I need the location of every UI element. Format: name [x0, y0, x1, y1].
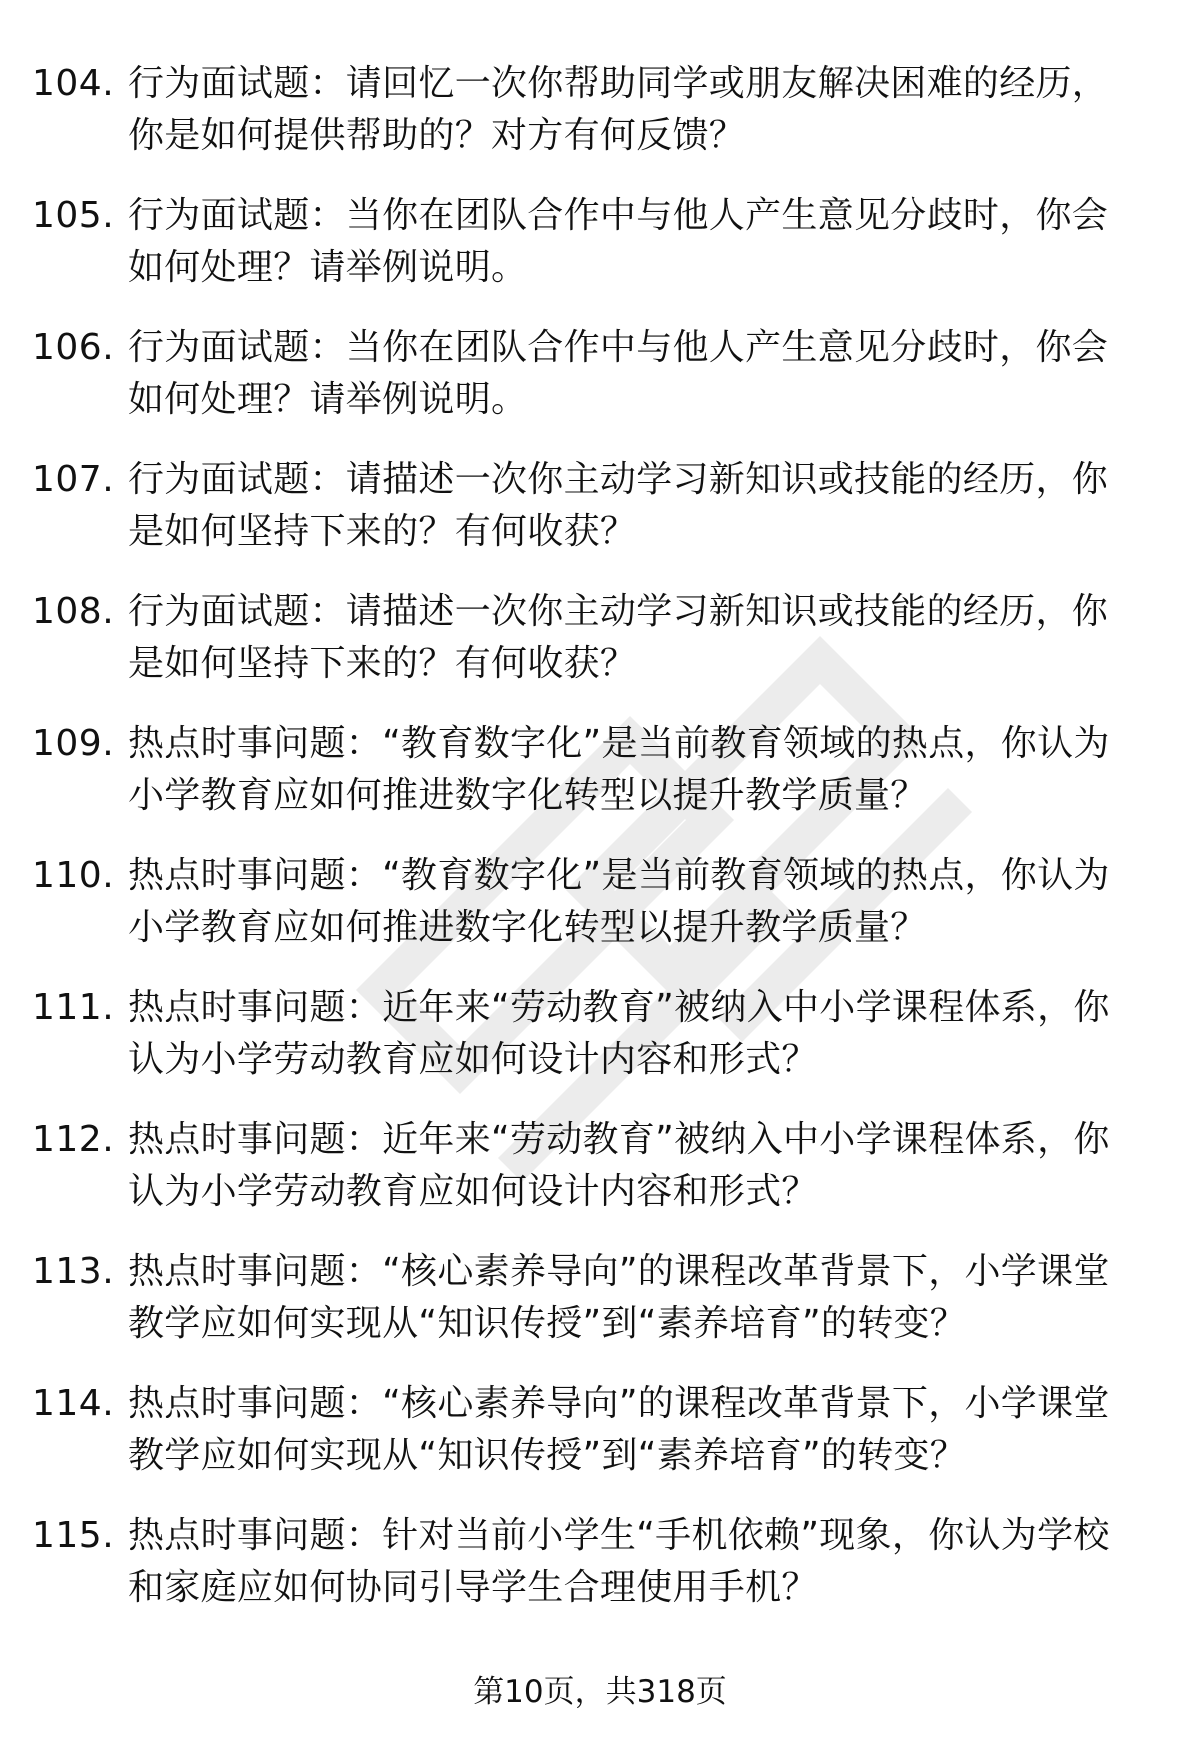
question-text: 行为面试题：当你在团队合作中与他人产生意见分歧时，你会如何处理？请举例说明。	[128, 195, 1109, 288]
list-item	[32, 322, 1142, 454]
question-text: 热点时事问题：“教育数字化”是当前教育领域的热点，你认为小学教育应如何推进数字化转型以提升教学质量？	[128, 723, 1110, 816]
list-item	[32, 190, 1142, 322]
list-item	[32, 850, 1142, 982]
list-item	[32, 58, 1142, 190]
question-number: 108.	[32, 591, 115, 632]
list-item	[32, 1378, 1142, 1510]
question-number: 113.	[32, 1251, 115, 1292]
page-footer: 第10页，共318页	[473, 1674, 727, 1710]
list-item	[32, 454, 1142, 586]
question-list	[32, 58, 1142, 1642]
list-item	[32, 586, 1142, 718]
question-number: 107.	[32, 459, 115, 500]
question-number: 105.	[32, 195, 115, 236]
question-number: 114.	[32, 1383, 115, 1424]
question-text: 热点时事问题：近年来“劳动教育”被纳入中小学课程体系，你认为小学劳动教育应如何设计内容和形式？	[128, 987, 1110, 1080]
question-text: 热点时事问题：“核心素养导向”的课程改革背景下，小学课堂教学应如何实现从“知识传授”到“素养培育”的转变？	[128, 1251, 1110, 1344]
question-number: 106.	[32, 327, 115, 368]
question-number: 109.	[32, 723, 115, 764]
question-number: 111.	[32, 987, 115, 1028]
question-text: 行为面试题：请回忆一次你帮助同学或朋友解决困难的经历，你是如何提供帮助的？对方有何反馈？	[128, 63, 1109, 156]
question-text: 热点时事问题：“核心素养导向”的课程改革背景下，小学课堂教学应如何实现从“知识传授”到“素养培育”的转变？	[128, 1383, 1110, 1476]
question-number: 110.	[32, 855, 115, 896]
question-text: 行为面试题：请描述一次你主动学习新知识或技能的经历，你是如何坚持下来的？有何收获？	[128, 459, 1109, 552]
list-item	[32, 1114, 1142, 1246]
list-item	[32, 718, 1142, 850]
question-text: 热点时事问题：“教育数字化”是当前教育领域的热点，你认为小学教育应如何推进数字化转型以提升教学质量？	[128, 855, 1110, 948]
list-item	[32, 1246, 1142, 1378]
question-text: 热点时事问题：针对当前小学生“手机依赖”现象，你认为学校和家庭应如何协同引导学生合理使用手机？	[128, 1515, 1110, 1608]
question-number: 112.	[32, 1119, 115, 1160]
list-item	[32, 982, 1142, 1114]
question-number: 115.	[32, 1515, 115, 1556]
list-item	[32, 1510, 1142, 1642]
question-text: 行为面试题：请描述一次你主动学习新知识或技能的经历，你是如何坚持下来的？有何收获？	[128, 591, 1109, 684]
question-number: 104.	[32, 63, 115, 104]
question-text: 行为面试题：当你在团队合作中与他人产生意见分歧时，你会如何处理？请举例说明。	[128, 327, 1109, 420]
question-text: 热点时事问题：近年来“劳动教育”被纳入中小学课程体系，你认为小学劳动教育应如何设计内容和形式？	[128, 1119, 1110, 1212]
